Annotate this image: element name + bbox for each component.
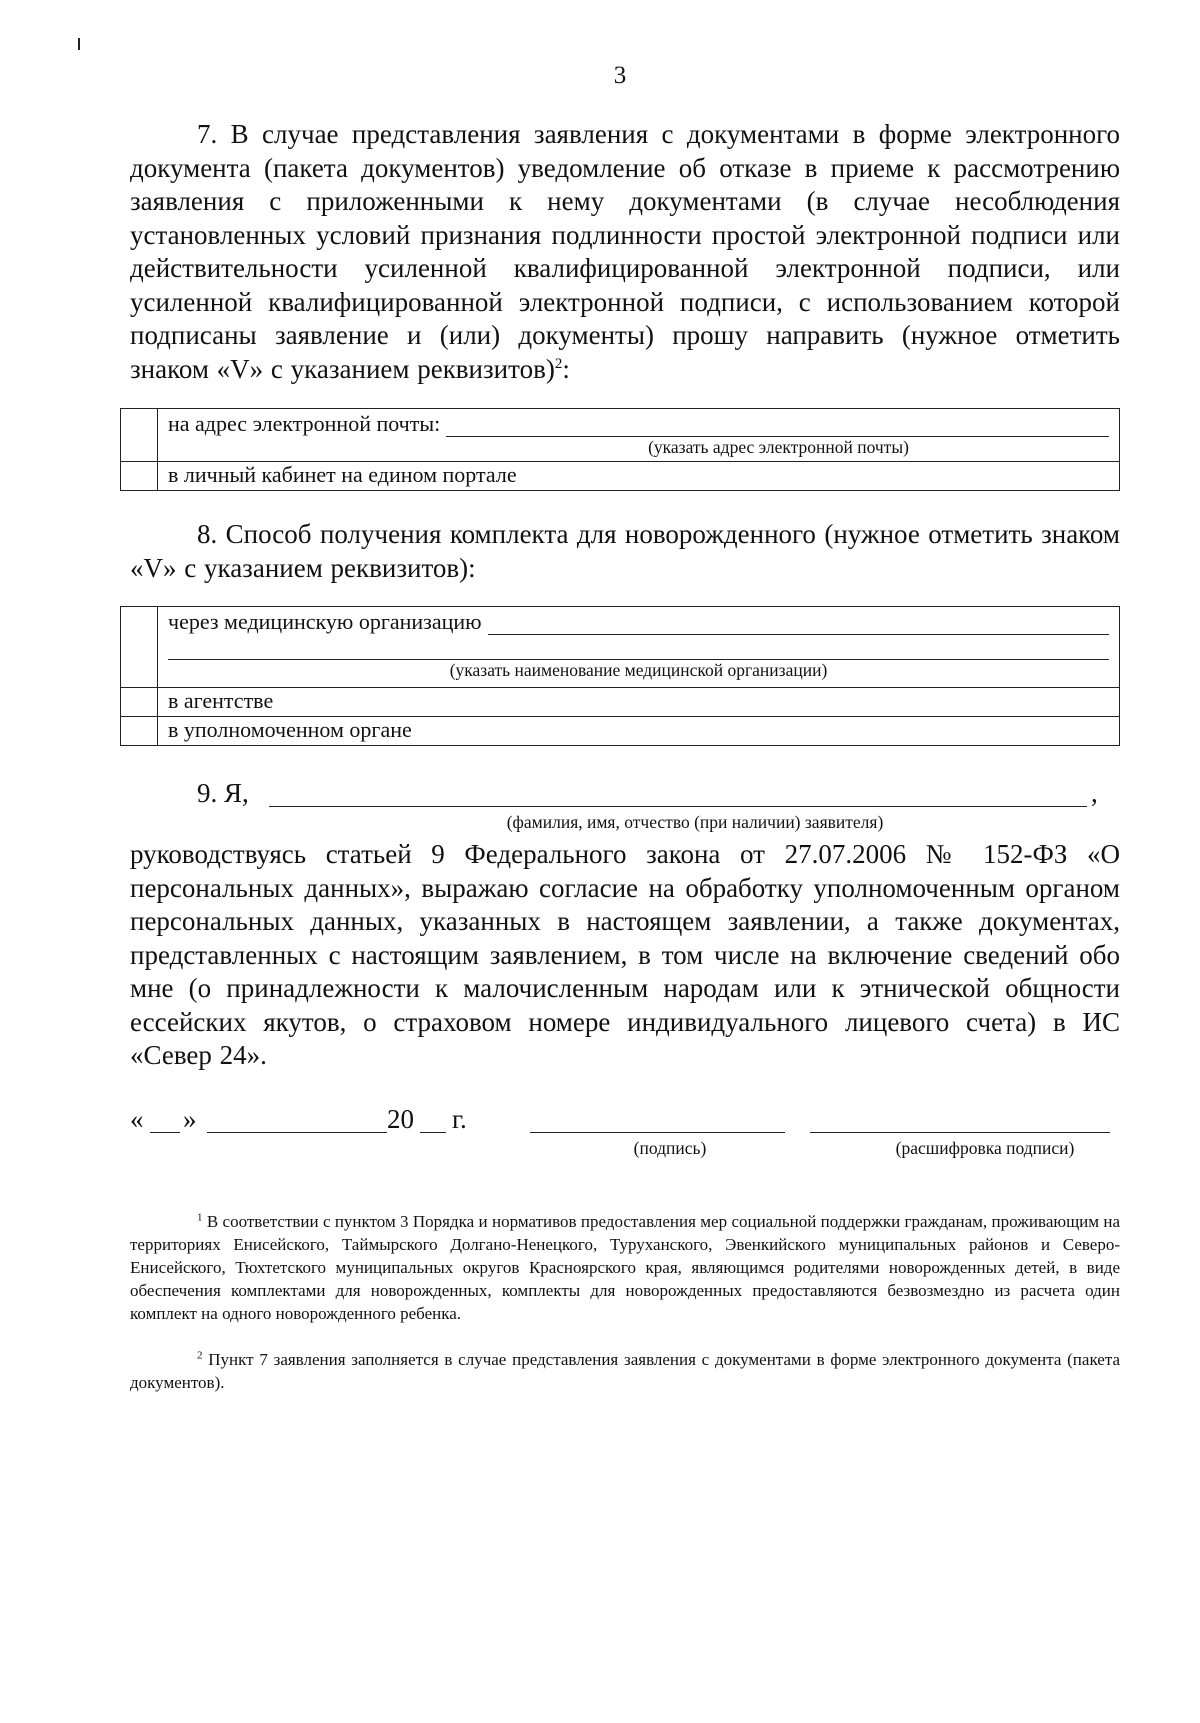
section-8-text: 8. Способ получения комплекта для новорожденного (нужное отметить знаком «V» с указанием реквизитов): (130, 519, 1120, 583)
option-email-label: на адрес электронной почты: (168, 411, 441, 436)
section-9-name-row (197, 778, 1102, 812)
option-authority: в уполномоченном органе (158, 717, 1120, 746)
date-year-suffix: г. (452, 1104, 467, 1134)
section-8-options-table (120, 606, 1120, 746)
footnote-1-mark: 1 (197, 1211, 203, 1224)
option-row-medical (121, 607, 1120, 688)
signature-decode-hint: (расшифровка подписи) (895, 1138, 1075, 1158)
footnote-1-text: В соответствии с пунктом 3 Порядка и нормативов предоставления мер социальной поддержки гражданам, проживающим на территориях Енисейского, Таймырского Долгано-Ненецкого, Туруханского, Эвенкийского муниципальных районов и Северо-Енисейского, Тюхтетского муниципальных округов Красноярского края, являющимся родителями новорожденных детей, в виде обеспечения комплектами для новорожденных, комплекты для новорожденных предоставляются безвозмездно из расчета один комплект на одного новорожденного ребенка. (130, 1212, 1121, 1323)
footnote-1 (130, 1210, 1120, 1325)
date-year-line[interactable] (420, 1104, 446, 1133)
date-day-line[interactable] (150, 1104, 180, 1133)
signature-hint: (подпись) (633, 1138, 707, 1158)
checkbox-authority[interactable] (121, 717, 158, 746)
option-row-portal (121, 462, 1120, 491)
section-7-number: 7. (197, 119, 218, 149)
option-row-email (121, 409, 1120, 462)
date-year-prefix: 20 (387, 1104, 414, 1134)
option-agency: в агентстве (158, 688, 1120, 717)
signature-decode-line[interactable] (810, 1104, 1110, 1133)
footnote-2-text: Пункт 7 заявления заполняется в случае представления заявления с документами в форме электронного документа (пакета документов). (130, 1350, 1121, 1392)
option-row-authority (121, 717, 1120, 746)
medical-input-line[interactable] (488, 614, 1109, 635)
signature-row (130, 1104, 1120, 1140)
section-9-prefix: 9. Я, (197, 778, 249, 808)
checkbox-agency[interactable] (121, 688, 158, 717)
page-number: 3 (613, 62, 627, 89)
option-medical (158, 607, 1120, 688)
section-9-text: руководствуясь статьей 9 Федерального закона от 27.07.2006 № 152-ФЗ «О персональных данных», выражаю согласие на обработку уполномоченным органом персональных данных, указанных в настоящем заявлении, а также документах, представленных с настоящим заявлением, в том числе на включение сведений обо мне (о принадлежности к малочисленным народам или к этнической общности ессейских якутов, о страховом номере индивидуального лицевого счета) в ИС «Север 24». (130, 839, 1120, 1070)
date-close-quote: » (183, 1104, 197, 1134)
option-email (158, 409, 1120, 462)
medical-input-line-2[interactable] (168, 637, 1109, 660)
email-input-line[interactable] (446, 416, 1109, 437)
section-7-text: 7. В случае представления заявления с документами в форме электронного документа (пакета документов) уведомление об отказе в приеме к рассмотрению заявления с приложенными к нему документами (в случае несоблюдения установленных условий признания подлинности простой электронной подписи или действительности усиленной квалифицированной электронной подписи, или усиленной квалифицированной электронной подписи, с использованием которой подписаны заявление и (или) документы) прошу направить (нужное отметить знаком «V» с указанием реквизитов)$^2$: (130, 119, 1121, 384)
section-9-suffix: , (1091, 778, 1098, 808)
medical-hint: (указать наименование медицинской организации) (449, 660, 828, 680)
checkbox-portal[interactable] (121, 462, 158, 491)
option-medical-label: через медицинскую организацию (168, 609, 482, 634)
footnote-2-mark: 2 (197, 1349, 203, 1362)
checkbox-email[interactable] (121, 409, 158, 462)
option-row-agency (121, 688, 1120, 717)
email-hint: (указать адрес электронной почты) (648, 437, 909, 457)
footnote-ref-2: 2 (554, 355, 563, 372)
section-7-options-table (120, 408, 1120, 491)
option-portal: в личный кабинет на едином портале (158, 462, 1120, 491)
section-7-body: В случае представления заявления с документами в форме электронного документа (пакета документов) уведомление об отказе в приеме к рассмотрению заявления с приложенными к нему документами (в случае несоблюдения установленных условий признания подлинности простой электронной подписи или действительности усиленной квалифицированной электронной подписи, или усиленной квалифицированной электронной подписи, с использованием которой подписаны заявление и (или) документы) прошу направить (нужное отметить знаком «V» с указанием реквизитов) (130, 119, 1121, 384)
footnote-2 (130, 1348, 1120, 1394)
applicant-name-hint: (фамилия, имя, отчество (при наличии) заявителя) (506, 812, 884, 832)
applicant-name-line[interactable] (269, 778, 1087, 807)
checkbox-medical[interactable] (121, 607, 158, 688)
date-month-line[interactable] (207, 1104, 387, 1133)
date-open-quote: « (130, 1104, 144, 1134)
scan-mark (78, 38, 80, 50)
signature-line[interactable] (530, 1104, 785, 1133)
